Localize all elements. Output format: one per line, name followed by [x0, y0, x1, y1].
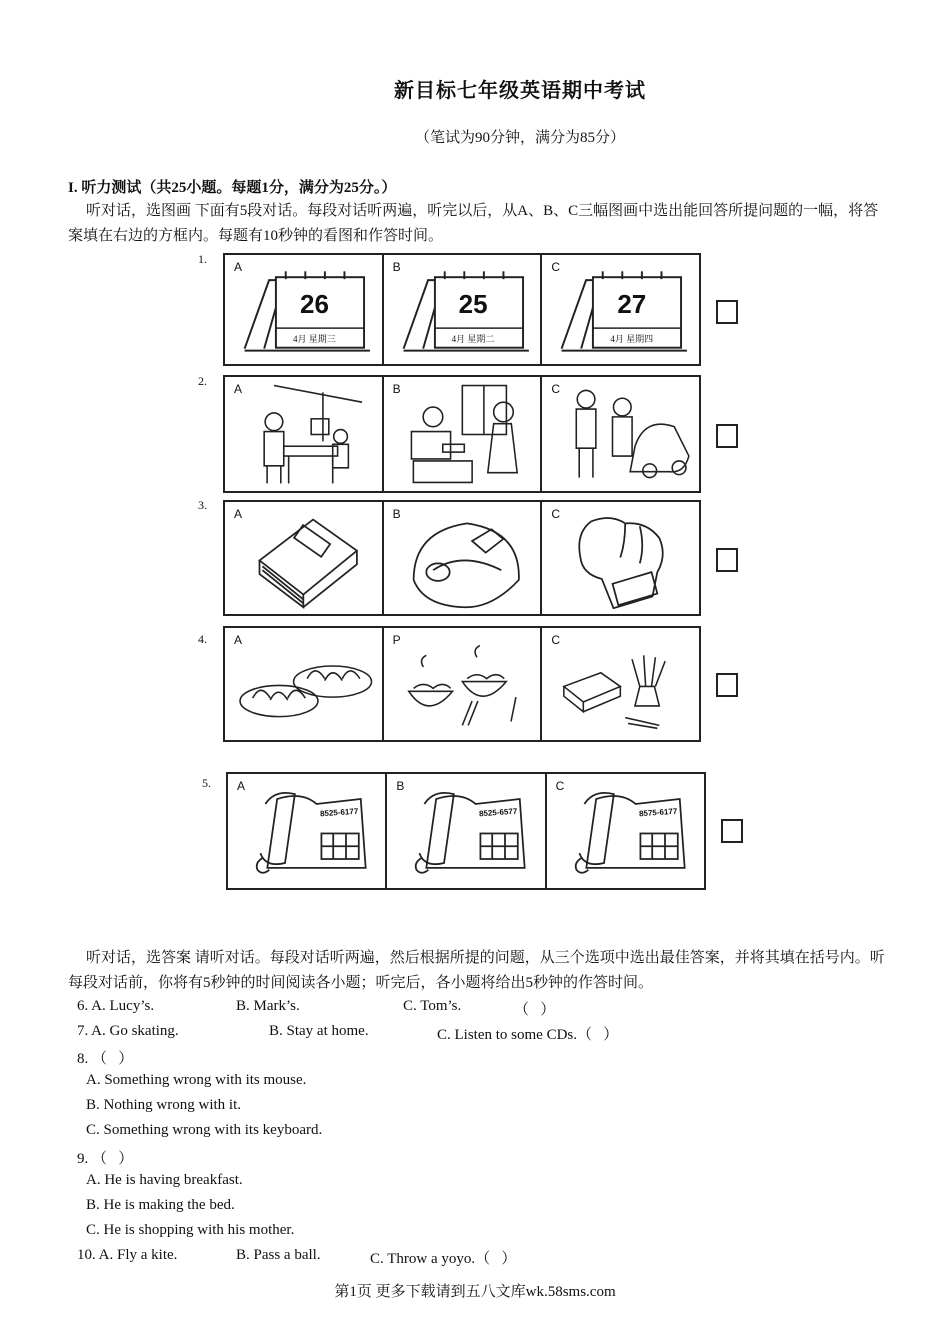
- q6-option-a: 6. A. Lucy’s.: [77, 998, 155, 1014]
- calendar-caption: 4月 星期四: [610, 334, 654, 344]
- option-cell: [225, 255, 384, 364]
- option-cell: [542, 255, 699, 364]
- q9-option-b: B. He is making the bed.: [86, 1197, 235, 1213]
- picture-row-5: [226, 772, 706, 890]
- telephone-image: [228, 774, 385, 888]
- option-cell: [542, 377, 699, 491]
- calendar-day: 26: [300, 289, 329, 319]
- option-cell: [384, 628, 543, 740]
- section2-instructions: 听对话，选答案 请听对话。每段对话听两遍，然后根据所提的问题，从三个选项中选出最佳答案，并将其填在括号内。听每段对话前，你将有5秒钟的时间阅读各小题；听完后，各小题将给出5秒钟的作答时间。: [68, 950, 885, 991]
- question-number: 4.: [198, 632, 207, 646]
- option-label: C: [551, 382, 561, 396]
- glove-image: [542, 502, 699, 614]
- option-cell: [225, 502, 384, 614]
- q6-option-c: C. Tom’s.: [403, 998, 462, 1014]
- noodles-image: [384, 628, 541, 740]
- telephone-image: [387, 774, 544, 888]
- option-label: B: [392, 507, 401, 521]
- q10-option-a: 10. A. Fly a kite.: [77, 1247, 178, 1263]
- option-label: B: [396, 779, 405, 793]
- q7-option-c: C. Listen to some CDs.（ ）: [437, 1027, 619, 1043]
- option-cell: [384, 502, 543, 614]
- q7-option-a: 7. A. Go skating.: [77, 1023, 179, 1039]
- page-title: 新目标七年级英语期中考试: [394, 80, 646, 102]
- q8-option-c: C. Something wrong with its keyboard.: [86, 1122, 323, 1138]
- phone-number: 8525-6177: [319, 806, 359, 819]
- option-label: B: [392, 260, 401, 274]
- option-label: A: [234, 507, 243, 521]
- sandwich-fries-image: [542, 628, 699, 740]
- option-label: A: [234, 633, 243, 647]
- option-cell: [384, 255, 543, 364]
- answer-box[interactable]: [716, 424, 738, 448]
- option-label: C: [551, 260, 561, 274]
- q8-option-a: A. Something wrong with its mouse.: [86, 1072, 307, 1088]
- backpack-image: [384, 502, 541, 614]
- picture-row-2: [223, 375, 701, 493]
- section-heading: I. 听力测试（共25小题。每题1分，满分为25分。）: [68, 180, 397, 196]
- phone-number: 8575-6177: [638, 806, 678, 819]
- option-cell: [542, 628, 699, 740]
- office-scene-image: [225, 377, 382, 491]
- q8-stem: 8. （ ）: [77, 1051, 134, 1067]
- phone-number: 8525-6577: [479, 806, 518, 819]
- option-cell: [387, 774, 546, 888]
- q6-answer-paren[interactable]: （ ）: [514, 1002, 556, 1018]
- picture-row-1: [223, 253, 701, 366]
- section-instructions: 听对话，选图画 下面有5段对话。每段对话听两遍，听完以后，从A、B、C三幅图画中选出能回答所提问题的一幅，将答案填在右边的方框内。每题有10秒钟的看图和作答时间。: [68, 203, 879, 244]
- q9-option-a: A. He is having breakfast.: [86, 1172, 243, 1188]
- option-cell: [547, 774, 704, 888]
- answer-box[interactable]: [716, 300, 738, 324]
- q10-option-c: C. Throw a yoyo.（ ）: [370, 1251, 517, 1267]
- option-cell: [225, 628, 384, 740]
- home-scene-image: [384, 377, 541, 491]
- option-label: C: [555, 779, 565, 793]
- dumplings-image: [225, 628, 382, 740]
- option-label: B: [392, 382, 401, 396]
- q6-option-b: B. Mark’s.: [236, 998, 300, 1014]
- question-number: 1.: [198, 252, 207, 266]
- question-number: 2.: [198, 374, 207, 388]
- option-label: A: [234, 260, 243, 274]
- answer-box[interactable]: [716, 548, 738, 572]
- question-number: 5.: [202, 776, 211, 790]
- option-label: A: [237, 779, 246, 793]
- q9-option-c: C. He is shopping with his mother.: [86, 1222, 295, 1238]
- option-label: C: [551, 633, 561, 647]
- exam-subtitle: （笔试为90分钟，满分为85分）: [414, 130, 625, 146]
- option-label: A: [234, 382, 243, 396]
- option-label: P: [392, 633, 401, 647]
- calendar-day: 27: [617, 289, 647, 319]
- answer-box[interactable]: [716, 673, 738, 697]
- q7-option-b: B. Stay at home.: [269, 1023, 369, 1039]
- calendar-caption: 4月 星期三: [293, 334, 336, 344]
- book-image: [225, 502, 382, 614]
- picture-row-3: [223, 500, 701, 616]
- street-scene-image: [542, 377, 699, 491]
- page-footer: 第1页 更多下载请到五八文库wk.58sms.com: [334, 1284, 616, 1300]
- option-cell: [228, 774, 387, 888]
- option-cell: [542, 502, 699, 614]
- telephone-image: [547, 774, 704, 888]
- calendar-caption: 4月 星期二: [451, 334, 495, 344]
- option-label: C: [551, 507, 561, 521]
- q9-stem: 9. （ ）: [77, 1151, 134, 1167]
- question-number: 3.: [198, 498, 207, 512]
- option-cell: [384, 377, 543, 491]
- answer-box[interactable]: [721, 819, 743, 843]
- calendar-day: 25: [458, 289, 488, 319]
- option-cell: [225, 377, 384, 491]
- q10-option-b: B. Pass a ball.: [236, 1247, 321, 1263]
- picture-row-4: [223, 626, 701, 742]
- q8-option-b: B. Nothing wrong with it.: [86, 1097, 242, 1113]
